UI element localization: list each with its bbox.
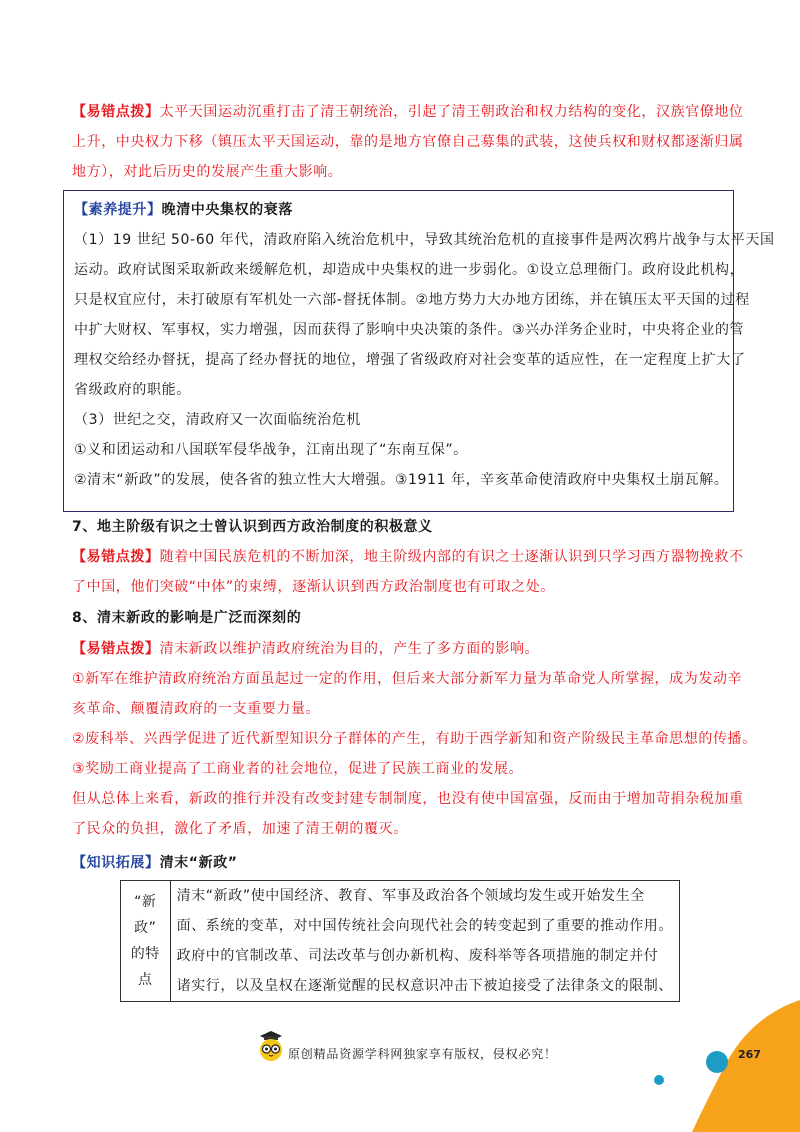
box-tag: 【素养提升】 xyxy=(74,202,162,218)
text-line: 清末“新政”使中国经济、教育、军事及政治各个领域均发生或开始发生全 xyxy=(176,888,645,904)
text-line: 清末新政以维护清政府统治为目的，产生了多方面的影响。 xyxy=(159,641,540,657)
page-number: 267 xyxy=(738,1048,761,1061)
knowledge-tag: 【知识拓展】 xyxy=(72,855,160,871)
text-line: 地方），对此后历史的发展产生重大影响。 xyxy=(72,164,343,180)
label-line: “新政” xyxy=(134,894,157,936)
section-heading-7: 7、地主阶级有识之士曾认识到西方政治制度的积极意义 xyxy=(72,519,433,535)
text-line: ①义和团运动和八国联军侵华战争，江南出现了“东南互保”。 xyxy=(74,442,468,458)
text-line: 理权交给经办督抚，提高了经办督抚的地位，增强了省级政府对社会变革的适应性，在一定程度上扩大了 xyxy=(74,352,746,368)
text-line: 诸实行，以及皇权在逐渐觉醒的民权意识冲击下被迫接受了法律条文的限制、 xyxy=(176,978,673,994)
text-line: ③奖励工商业提高了工商业者的社会地位，促进了民族工商业的发展。 xyxy=(72,761,524,777)
text-line: ②清末“新政”的发展，使各省的独立性大大增强。③1911 年，辛亥革命使清政府中央集权土崩瓦解。 xyxy=(74,472,729,488)
teal-dot-large xyxy=(706,1051,728,1073)
text-line: 亥革命、颠覆清政府的一支重要力量。 xyxy=(72,701,321,717)
text-line: 上升，中央权力下移（镇压太平天国运动，靠的是地方官僚自己募集的武装，这使兵权和财权都逐渐归属 xyxy=(72,134,744,150)
text-line: ②废科举、兴西学促进了近代新型知识分子群体的产生，有助于西学新知和资产阶级民主革命思想的传播。 xyxy=(72,731,757,747)
label-line: 的特点 xyxy=(130,946,160,988)
text-line: （1）19 世纪 50-60 年代，清政府陷入统治危机中，导致其统治危机的直接事件是两次鸦片战争与太平天国 xyxy=(74,232,775,248)
box-title: 晚清中央集权的衰落 xyxy=(161,202,294,218)
note-tag: 【易错点拨】 xyxy=(72,549,160,565)
text-line: 随着中国民族危机的不断加深，地主阶级内部的有识之士逐渐认识到只学习西方器物挽救不 xyxy=(159,549,744,565)
note-tag: 【易错点拨】 xyxy=(72,104,160,120)
text-line: 省级政府的职能。 xyxy=(74,382,191,398)
text-line: 但从总体上来看，新政的推行并没有改变封建专制制度，也没有使中国富强，反而由于增加苛捐杂税加重 xyxy=(72,791,744,807)
text-line: 了中国，他们突破“中体”的束缚，逐渐认识到西方政治制度也有可取之处。 xyxy=(72,579,555,595)
text-line: 中扩大财权、军事权，实力增强，因而获得了影响中央决策的条件。③兴办洋务企业时，中央将企业的管 xyxy=(74,322,745,338)
text-line: 政府中的官制改革、司法改革与创办新机构、废科举等各项措施的制定并付 xyxy=(176,948,659,964)
copyright-footer: 原创精品资源学科网独家享有版权，侵权必究！ xyxy=(288,1047,557,1061)
note-tag: 【易错点拨】 xyxy=(72,641,160,657)
mascot-owl-icon xyxy=(256,1030,286,1062)
text-line: 了民众的负担，激化了矛盾，加速了清王朝的覆灭。 xyxy=(72,821,408,837)
knowledge-title: 清末“新政” xyxy=(159,855,238,871)
text-line: 太平天国运动沉重打击了清王朝统治，引起了清王朝政治和权力结构的变化，汉族官僚地位 xyxy=(159,104,744,120)
section-heading-8: 8、清末新政的影响是广泛而深刻的 xyxy=(72,610,302,626)
text-line: 面、系统的变革，对中国传统社会向现代社会的转变起到了重要的推动作用。 xyxy=(176,918,673,934)
text-line: ①新军在维护清政府统治方面虽起过一定的作用，但后来大部分新军力量为革命党人所掌握，成为发动辛 xyxy=(72,671,743,687)
text-line: 运动。政府试图采取新政来缓解危机，却造成中央集权的进一步弱化。①设立总理衙门。政府设此机构， xyxy=(74,262,745,278)
teal-dot-small xyxy=(654,1075,664,1085)
text-line: 只是权宜应付，未打破原有军机处一六部-督抚体制。②地方势力大办地方团练，并在镇压太平天国的过程 xyxy=(74,292,750,308)
text-line: （3）世纪之交，清政府又一次面临统治危机 xyxy=(74,412,361,428)
